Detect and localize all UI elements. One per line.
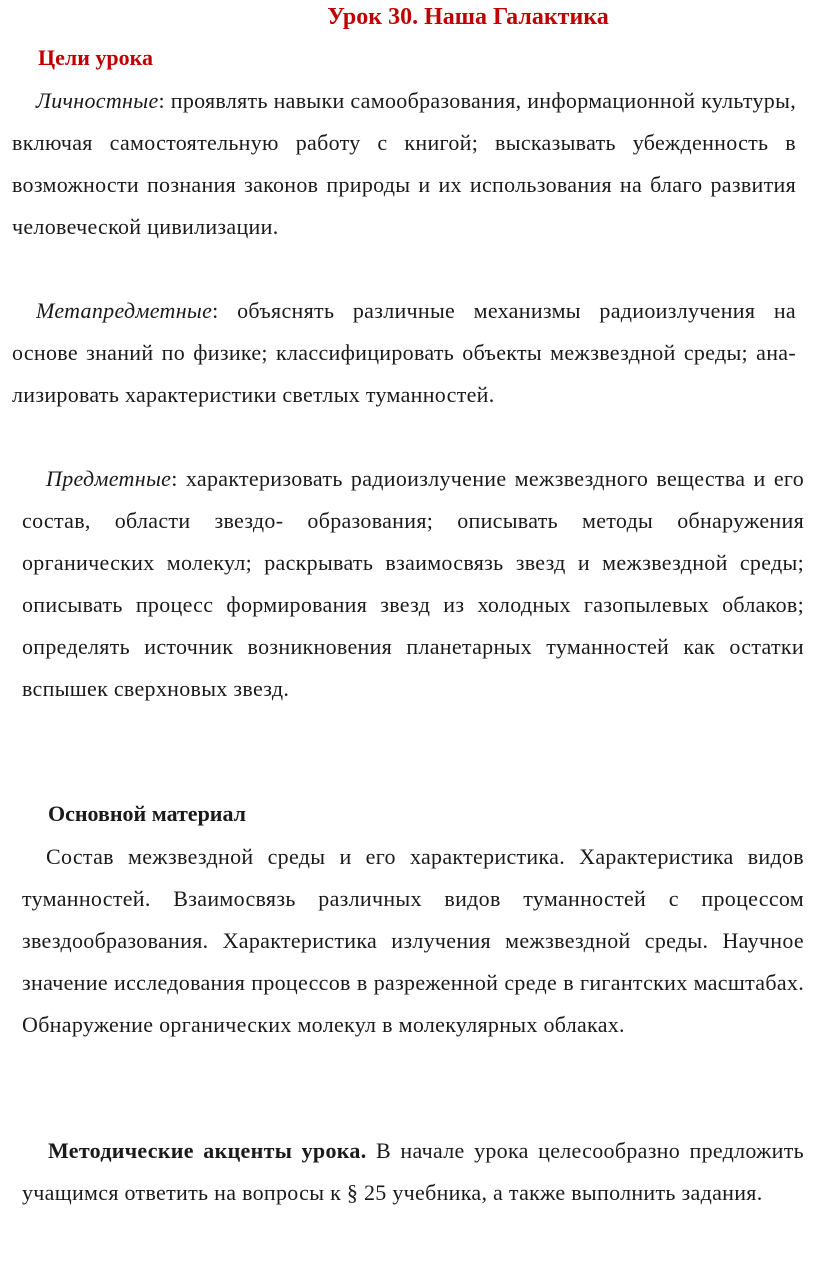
- main-material-heading: Основной материал: [48, 801, 247, 826]
- subject-goals-label: Предметные: [46, 466, 172, 491]
- method-text: В начале урока целесообразно предложить учащимся ответить на вопросы к § 25 учебника, а также выполнить задания.: [22, 1138, 804, 1205]
- subject-goals-paragraph: [22, 458, 804, 710]
- personal-goals-text: : проявлять навыки самообразования, информационной культуры, включая самостоятельную работу с книгой; высказывать убежденность в возможности познания законов природы и их использования на благо развития человеческой цивилизации.: [12, 88, 796, 239]
- method-label: Методические акценты урока.: [48, 1138, 367, 1163]
- personal-goals-label: Личностные: [36, 88, 159, 113]
- subject-goals-text: : характеризовать радиоизлучение межзвездного вещества и его состав, области звездо- образования; описывать методы обнаружения органических молекул; раскрывать взаимосвязь звезд и межзвездной среды; описывать процесс формирования звезд из холодных газопылевых облаков; определять источник возникновения планетарных туманностей как остатки вспышек сверхновых звезд.: [22, 466, 804, 701]
- lesson-title: Урок 30. Наша Галактика: [327, 4, 609, 30]
- personal-goals-paragraph: [12, 80, 796, 248]
- goals-heading: Цели урока: [38, 45, 153, 70]
- meta-goals-paragraph: [12, 290, 796, 416]
- meta-goals-label: Метапредметные: [36, 298, 213, 323]
- meta-goals-text: : объяснять различные механизмы радиоизлучения на основе знаний по физике; классифицировать объекты межзвездной среды; ана- лизировать характеристики светлых туманностей.: [12, 298, 796, 407]
- main-material-paragraph: Состав межзвездной среды и его характеристика. Характеристика видов туманностей. Взаимосвязь различных видов туманностей с процессом звездообразования. Характеристика излучения межзвездной среды. Научное значение исследования процессов в разреженной среде в гигантских масштабах. Обнаружение органических молекул в молекулярных облаках.: [22, 844, 804, 1037]
- method-paragraph: [22, 1130, 804, 1214]
